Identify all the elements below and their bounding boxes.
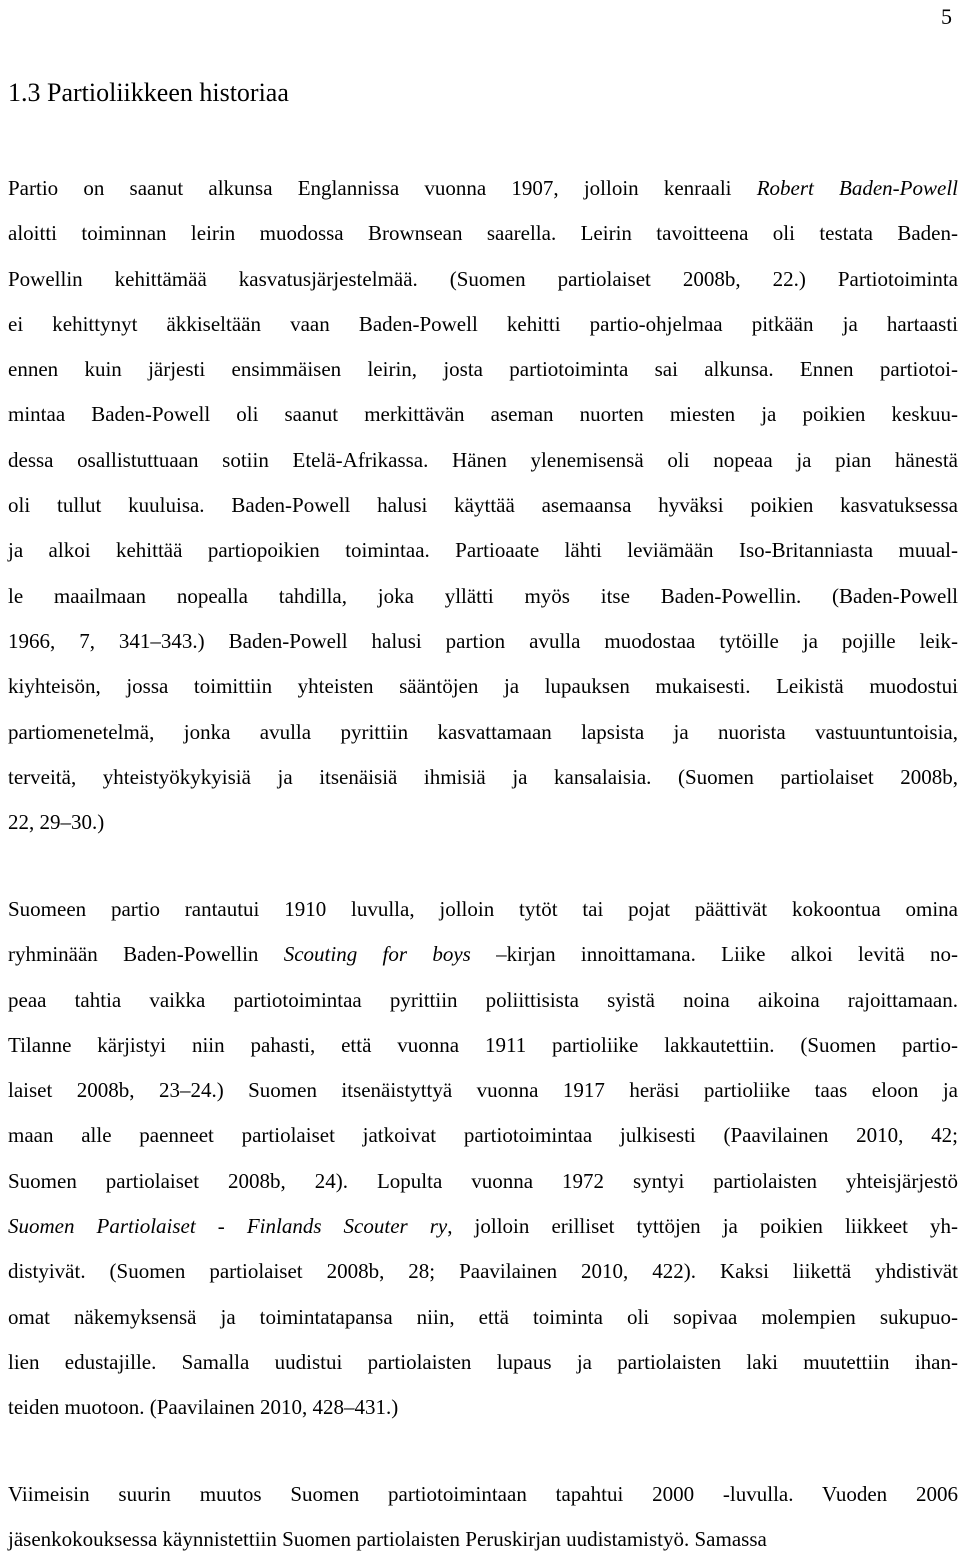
text-line [8,932,958,977]
text-run: kiyhteisön, jossa toimittiin yhteisten sääntöjen ja lupauksen mukaisesti. Leikistä muodostui [8,674,958,699]
text-line [8,887,958,932]
italic-text: Robert Baden-Powell [756,176,958,200]
text-line [8,1159,958,1204]
text-run: Partio on saanut alkunsa Englannissa vuonna 1907, jolloin kenraali [8,176,757,200]
text-line [8,710,958,755]
text-line [8,528,958,573]
text-line [8,1204,958,1249]
text-line [8,347,958,392]
text-line [8,438,958,483]
paragraph-history-origins [8,166,958,845]
text-run: 1966, 7, 341–343.) Baden-Powell halusi partion avulla muodostaa tytöille ja pojille leik- [8,628,958,653]
text-run: , jolloin erilliset tyttöjen ja poikien liikkeet yh- [447,1214,958,1239]
text-line [8,978,958,1023]
text-run: distyivät. (Suomen partiolaiset 2008b, 28; Paavilainen 2010, 422). Kaksi liikettä yhdistivät [8,1259,958,1284]
paragraph-recent-changes [8,1472,958,1563]
text-run: maan alle paenneet partiolaiset jatkoivat partiotoimintaa julkisesti (Paavilainen 2010, 42; [8,1123,958,1148]
text-line [8,1068,958,1113]
text-run: Viimeisin suurin muutos Suomen partiotoimintaan tapahtui 2000 -luvulla. Vuoden 2006 [8,1482,958,1506]
text-run: ennen kuin järjesti ensimmäisen leirin, josta partiotoiminta sai alkunsa. Ennen partiotoi- [8,357,958,382]
text-line [8,1340,958,1385]
text-run: teiden muotoon. (Paavilainen 2010, 428–431.) [8,1395,399,1420]
text-run: le maailmaan nopealla tahdilla, joka yllätti myös itse Baden-Powellin. (Baden-Powell [8,583,958,608]
text-run: dessa osallistuttuaan sotiin Etelä-Afrikassa. Hänen ylenemisensä oli nopeaa ja pian hänestä [8,447,958,472]
text-line [8,392,958,437]
text-line [8,1385,958,1430]
italic-text: Suomen Partiolaiset - Finlands Scouter ry [8,1214,448,1239]
page-number: 5 [941,4,952,29]
text-run: ja alkoi kehittää partiopoikien toimintaa. Partioaate lähti leviämään Iso-Britanniasta muual- [8,538,958,563]
text-line [8,1295,958,1340]
text-line [8,302,958,347]
text-run: terveitä, yhteistyökykyisiä ja itsenäisiä ihmisiä ja kansalaisia. (Suomen partiolaiset 2008b, [8,764,958,789]
text-run: Tilanne kärjistyi niin pahasti, että vuonna 1911 partioliike lakkautettiin. (Suomen partio- [8,1032,958,1057]
text-line [8,257,958,302]
text-run: ryhminään Baden-Powellin [8,942,284,967]
text-run: oli tullut kuuluisa. Baden-Powell halusi käyttää asemaansa hyväksi poikien kasvatuksessa [8,493,958,518]
text-run: Suomeen partio rantautui 1910 luvulla, jolloin tytöt tai pojat päättivät kokoontua omina [8,897,958,921]
text-run: jäsenkokouksessa käynnistettiin Suomen partiolaisten Peruskirjan uudistamistyö. Samassa [8,1527,767,1552]
text-run: Suomen partiolaiset 2008b, 24). Lopulta vuonna 1972 syntyi partiolaisten yhteisjärjestö [8,1168,958,1193]
text-line [8,619,958,664]
section-heading: 1.3 Partioliikkeen historiaa [8,78,289,107]
text-run: mintaa Baden-Powell oli saanut merkittävän aseman nuorten miesten ja poikien keskuu- [8,402,958,427]
text-line [8,166,958,211]
italic-text: Scouting for boys [283,942,471,967]
text-run: omat näkemyksensä ja toimintatapansa niin, että toiminta oli sopivaa molempien sukupuo- [8,1304,958,1329]
text-line [8,574,958,619]
paragraph-finland-history [8,887,958,1431]
text-line [8,1023,958,1068]
text-line [8,1113,958,1158]
text-line [8,1517,958,1562]
text-run: –kirjan innoittamana. Liike alkoi levitä no- [470,942,958,967]
text-run: Powellin kehittämää kasvatusjärjestelmää. (Suomen partiolaiset 2008b, 22.) Partiotoiminta [8,266,958,291]
text-run: laiset 2008b, 23–24.) Suomen itsenäistyttyä vuonna 1917 heräsi partioliike taas eloon ja [8,1078,958,1103]
text-run: lien edustajille. Samalla uudistui partiolaisten lupaus ja partiolaisten laki muutettiin ihan- [8,1349,958,1374]
text-run: partiomenetelmä, jonka avulla pyrittiin kasvattamaan lapsista ja nuorista vastuuntuntoisia, [8,719,958,744]
text-line [8,800,958,845]
text-run: peaa tahtia vaikka partiotoimintaa pyrittiin poliittisista syistä noina aikoina rajoittamaan. [8,987,958,1012]
text-line [8,664,958,709]
text-run: aloitti toiminnan leirin muodossa Brownsean saarella. Leirin tavoitteena oli testata Baden- [8,221,958,246]
text-line [8,755,958,800]
text-line [8,483,958,528]
text-line [8,211,958,256]
text-line [8,1472,958,1517]
text-line [8,1249,958,1294]
text-run: ei kehittynyt äkkiseltään vaan Baden-Powell kehitti partio-ohjelmaa pitkään ja hartaasti [8,311,958,336]
text-run: 22, 29–30.) [8,810,105,835]
